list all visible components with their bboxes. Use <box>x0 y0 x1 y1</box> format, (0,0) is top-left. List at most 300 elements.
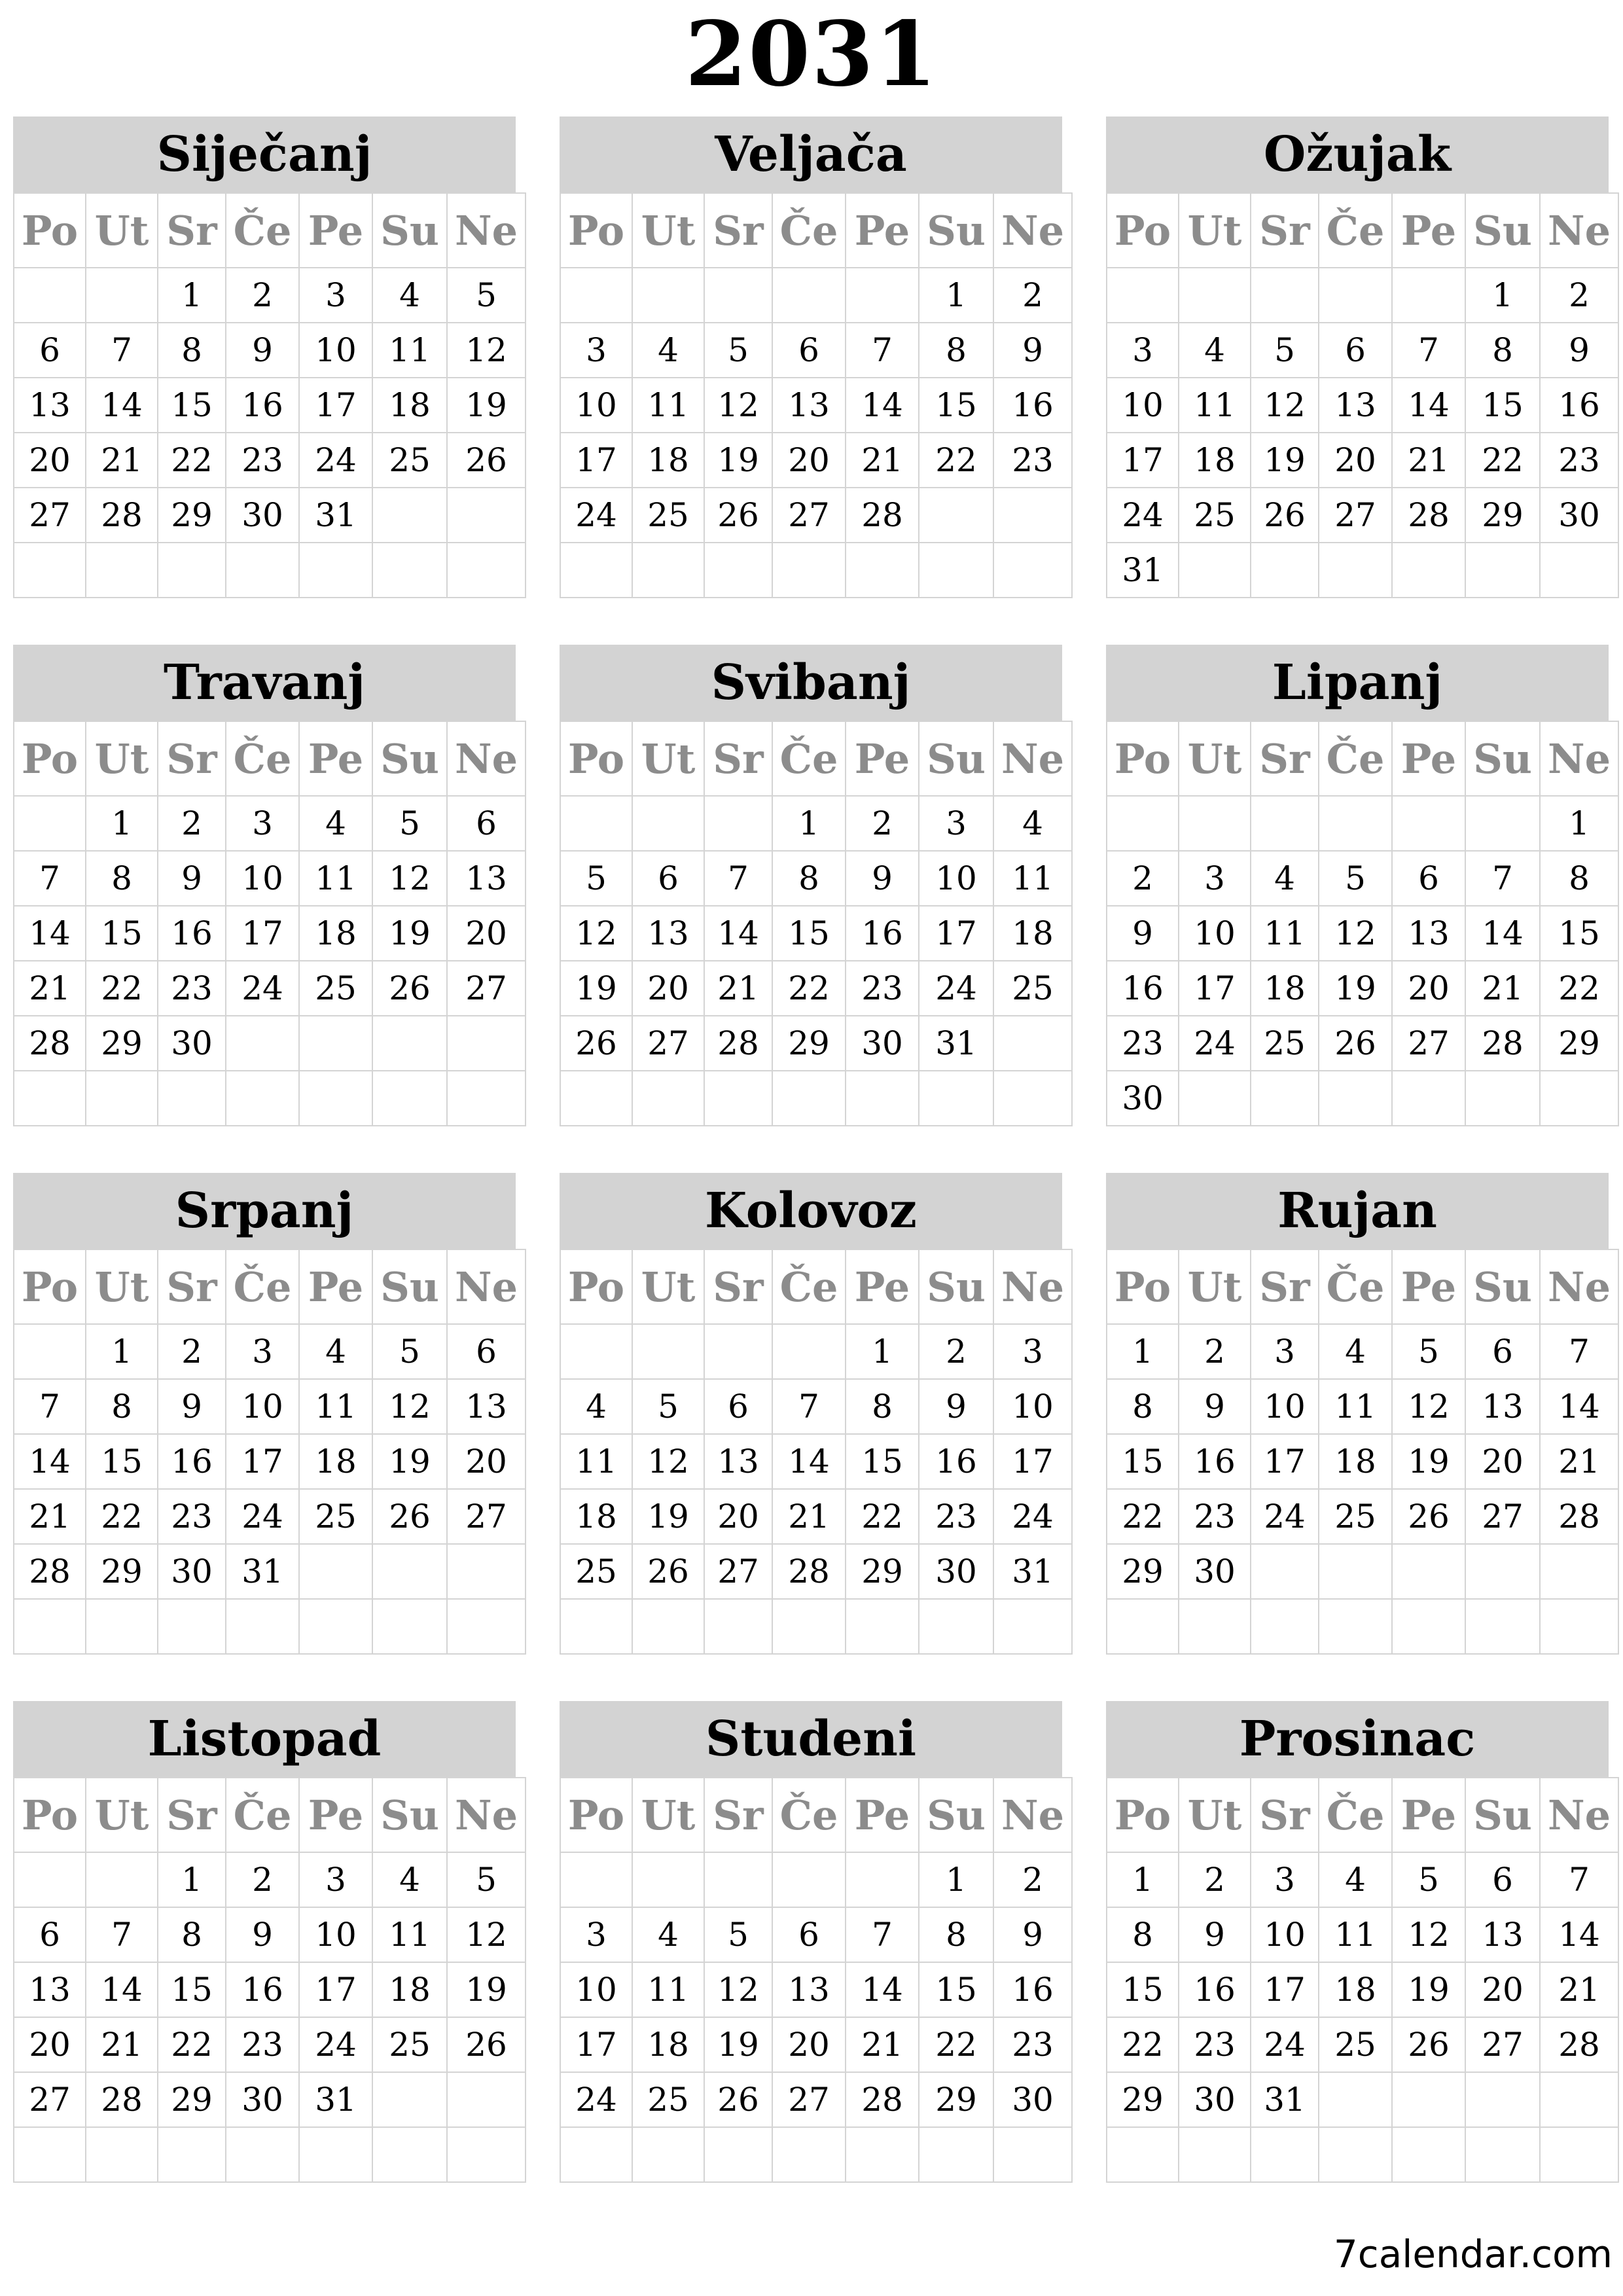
day-cell <box>632 1324 704 1379</box>
month-title: Lipanj <box>1106 645 1609 721</box>
day-cell: 20 <box>632 961 704 1016</box>
day-cell: 28 <box>846 488 919 543</box>
weekday-label: Če <box>226 721 299 796</box>
day-cell: 21 <box>1465 961 1540 1016</box>
day-cell: 20 <box>14 2017 86 2072</box>
day-cell: 12 <box>704 1962 772 2017</box>
day-cell <box>772 1071 846 1126</box>
day-cell: 3 <box>993 1324 1072 1379</box>
day-cell: 16 <box>158 1434 226 1489</box>
day-cell <box>704 1852 772 1907</box>
days-table <box>13 721 526 1126</box>
weekday-label: Sr <box>1251 193 1319 268</box>
day-cell: 23 <box>226 433 299 488</box>
day-cell: 17 <box>226 906 299 961</box>
day-cell <box>704 268 772 323</box>
day-cell: 15 <box>919 1962 993 2017</box>
weekday-label: Sr <box>158 721 226 796</box>
day-cell <box>372 2127 447 2182</box>
weekday-label: Če <box>1319 1249 1392 1324</box>
day-cell: 19 <box>1251 433 1319 488</box>
week-row <box>14 906 526 961</box>
week-row <box>560 2017 1072 2072</box>
week-row <box>560 2072 1072 2127</box>
day-cell: 9 <box>1107 906 1179 961</box>
weekday-label: Sr <box>704 193 772 268</box>
day-cell: 30 <box>1107 1071 1179 1126</box>
day-cell: 13 <box>632 906 704 961</box>
weekday-label: Su <box>1465 1249 1540 1324</box>
day-cell <box>1319 796 1392 851</box>
day-cell: 10 <box>299 323 372 378</box>
day-cell: 5 <box>447 268 526 323</box>
day-cell: 15 <box>86 1434 158 1489</box>
day-cell <box>772 1599 846 1654</box>
day-cell: 11 <box>1251 906 1319 961</box>
weekday-label: Ut <box>1179 721 1251 796</box>
day-cell: 4 <box>1251 851 1319 906</box>
day-cell <box>86 543 158 598</box>
day-cell: 22 <box>1465 433 1540 488</box>
weekday-label: Ut <box>632 193 704 268</box>
day-cell <box>1319 543 1392 598</box>
day-cell: 8 <box>86 1379 158 1434</box>
day-cell: 25 <box>632 2072 704 2127</box>
day-cell: 10 <box>226 851 299 906</box>
day-cell: 5 <box>372 1324 447 1379</box>
weekday-label: Pe <box>1392 721 1465 796</box>
weekday-label: Po <box>1107 1249 1179 1324</box>
day-cell: 12 <box>1251 378 1319 433</box>
week-row <box>1107 1907 1618 1962</box>
day-cell: 12 <box>372 1379 447 1434</box>
day-cell: 26 <box>1251 488 1319 543</box>
day-cell: 3 <box>226 1324 299 1379</box>
day-cell <box>86 2127 158 2182</box>
week-row <box>1107 323 1618 378</box>
day-cell <box>1392 268 1465 323</box>
day-cell <box>158 1599 226 1654</box>
day-cell: 19 <box>560 961 632 1016</box>
day-cell: 27 <box>1392 1016 1465 1071</box>
day-cell: 8 <box>846 1379 919 1434</box>
day-cell: 18 <box>632 433 704 488</box>
day-cell: 9 <box>1179 1907 1251 1962</box>
day-cell: 16 <box>846 906 919 961</box>
day-cell: 15 <box>86 906 158 961</box>
month-title: Siječanj <box>13 117 516 192</box>
week-row <box>560 1907 1072 1962</box>
day-cell <box>372 1071 447 1126</box>
day-cell: 16 <box>1179 1434 1251 1489</box>
week-row <box>14 1434 526 1489</box>
day-cell: 3 <box>1107 323 1179 378</box>
day-cell: 25 <box>372 2017 447 2072</box>
day-cell <box>1392 543 1465 598</box>
week-row <box>14 1324 526 1379</box>
day-cell: 4 <box>372 1852 447 1907</box>
day-cell: 26 <box>372 1489 447 1544</box>
month-title: Rujan <box>1106 1173 1609 1249</box>
day-cell: 12 <box>1392 1907 1465 1962</box>
day-cell <box>1392 1599 1465 1654</box>
day-cell: 28 <box>1540 1489 1618 1544</box>
day-cell: 4 <box>1319 1852 1392 1907</box>
week-row <box>1107 433 1618 488</box>
day-cell <box>1465 2127 1540 2182</box>
weekday-label: Sr <box>1251 1249 1319 1324</box>
day-cell: 4 <box>1319 1324 1392 1379</box>
day-cell: 14 <box>1465 906 1540 961</box>
day-cell: 16 <box>993 378 1072 433</box>
day-cell <box>14 1852 86 1907</box>
weekday-label: Pe <box>299 1778 372 1852</box>
day-cell: 16 <box>226 378 299 433</box>
days-table <box>1106 721 1619 1126</box>
day-cell: 15 <box>158 378 226 433</box>
month-block <box>560 645 1065 1126</box>
day-cell: 2 <box>993 1852 1072 1907</box>
month-title: Veljača <box>560 117 1062 192</box>
day-cell: 28 <box>14 1016 86 1071</box>
day-cell: 11 <box>1319 1379 1392 1434</box>
weekday-label: Ne <box>447 1249 526 1324</box>
day-cell: 20 <box>1465 1434 1540 1489</box>
day-cell <box>1179 1599 1251 1654</box>
weekday-label: Ne <box>993 721 1072 796</box>
weekday-label: Če <box>226 193 299 268</box>
day-cell: 4 <box>299 796 372 851</box>
day-cell: 5 <box>632 1379 704 1434</box>
day-cell: 15 <box>919 378 993 433</box>
day-cell <box>632 268 704 323</box>
weekday-label: Ut <box>1179 1778 1251 1852</box>
day-cell: 2 <box>1107 851 1179 906</box>
week-row <box>1107 2127 1618 2182</box>
day-cell: 26 <box>704 488 772 543</box>
day-cell: 21 <box>86 2017 158 2072</box>
day-cell: 22 <box>772 961 846 1016</box>
day-cell: 2 <box>158 796 226 851</box>
day-cell <box>772 268 846 323</box>
week-row <box>1107 1016 1618 1071</box>
week-row <box>1107 2072 1618 2127</box>
day-cell: 13 <box>447 851 526 906</box>
day-cell: 9 <box>1179 1379 1251 1434</box>
weekday-label: Po <box>14 1778 86 1852</box>
day-cell: 23 <box>226 2017 299 2072</box>
week-row <box>1107 1962 1618 2017</box>
weekday-label: Su <box>919 1778 993 1852</box>
day-cell: 10 <box>993 1379 1072 1434</box>
day-cell: 20 <box>1392 961 1465 1016</box>
weekday-label: Če <box>226 1249 299 1324</box>
day-cell <box>560 796 632 851</box>
day-cell: 27 <box>14 2072 86 2127</box>
day-cell <box>1251 1599 1319 1654</box>
weekday-label: Ut <box>86 1778 158 1852</box>
week-row <box>14 1599 526 1654</box>
weekday-label: Po <box>560 1249 632 1324</box>
day-cell: 18 <box>299 906 372 961</box>
day-cell <box>1251 2127 1319 2182</box>
day-cell <box>14 268 86 323</box>
weekday-label: Po <box>560 1778 632 1852</box>
day-cell: 4 <box>560 1379 632 1434</box>
day-cell <box>372 488 447 543</box>
day-cell: 19 <box>447 378 526 433</box>
day-cell <box>1251 543 1319 598</box>
day-cell <box>447 1071 526 1126</box>
weekday-label: Pe <box>1392 1778 1465 1852</box>
day-cell: 13 <box>1465 1907 1540 1962</box>
day-cell: 6 <box>14 1907 86 1962</box>
day-cell: 20 <box>14 433 86 488</box>
day-cell <box>560 2127 632 2182</box>
day-cell: 17 <box>1251 1434 1319 1489</box>
day-cell: 30 <box>226 488 299 543</box>
day-cell: 10 <box>1107 378 1179 433</box>
day-cell: 24 <box>560 488 632 543</box>
day-cell <box>1107 268 1179 323</box>
day-cell: 26 <box>1319 1016 1392 1071</box>
weekday-label: Pe <box>1392 1249 1465 1324</box>
day-cell: 28 <box>1392 488 1465 543</box>
day-cell: 13 <box>772 1962 846 2017</box>
day-cell: 8 <box>1107 1907 1179 1962</box>
week-row <box>560 488 1072 543</box>
day-cell: 11 <box>560 1434 632 1489</box>
day-cell <box>226 2127 299 2182</box>
day-cell: 3 <box>1251 1324 1319 1379</box>
day-cell: 21 <box>14 961 86 1016</box>
weekday-label: Ne <box>1540 1778 1618 1852</box>
day-cell: 27 <box>632 1016 704 1071</box>
week-row <box>1107 1324 1618 1379</box>
week-row <box>14 323 526 378</box>
day-cell: 2 <box>846 796 919 851</box>
weekday-label: Su <box>919 193 993 268</box>
weekday-label: Ne <box>1540 1249 1618 1324</box>
day-cell: 9 <box>993 1907 1072 1962</box>
day-cell: 13 <box>1319 378 1392 433</box>
weekday-label: Če <box>772 1778 846 1852</box>
weekday-label: Sr <box>1251 1778 1319 1852</box>
day-cell: 3 <box>1251 1852 1319 1907</box>
week-row <box>560 378 1072 433</box>
day-cell: 9 <box>1540 323 1618 378</box>
day-cell <box>632 2127 704 2182</box>
day-cell <box>1179 796 1251 851</box>
week-row <box>1107 1434 1618 1489</box>
day-cell <box>1107 1599 1179 1654</box>
site-credit: 7calendar.com <box>1333 2232 1613 2276</box>
day-cell: 19 <box>1392 1962 1465 2017</box>
day-cell <box>993 1599 1072 1654</box>
day-cell: 29 <box>1465 488 1540 543</box>
day-cell: 27 <box>14 488 86 543</box>
day-cell: 21 <box>772 1489 846 1544</box>
day-cell: 23 <box>1179 2017 1251 2072</box>
day-cell: 17 <box>1107 433 1179 488</box>
day-cell <box>86 1852 158 1907</box>
day-cell: 17 <box>919 906 993 961</box>
weekday-label: Če <box>1319 1778 1392 1852</box>
day-cell: 26 <box>447 2017 526 2072</box>
week-row <box>14 1071 526 1126</box>
day-cell: 25 <box>632 488 704 543</box>
day-cell: 29 <box>1107 2072 1179 2127</box>
day-cell: 2 <box>226 268 299 323</box>
day-cell: 28 <box>846 2072 919 2127</box>
day-cell: 30 <box>226 2072 299 2127</box>
week-row <box>560 1324 1072 1379</box>
day-cell: 28 <box>1465 1016 1540 1071</box>
day-cell: 17 <box>993 1434 1072 1489</box>
weekday-label: Pe <box>846 721 919 796</box>
day-cell: 29 <box>919 2072 993 2127</box>
day-cell: 5 <box>1392 1324 1465 1379</box>
weekday-label: Ut <box>1179 1249 1251 1324</box>
day-cell: 11 <box>299 1379 372 1434</box>
days-table <box>1106 1249 1619 1655</box>
weekday-label: Sr <box>1251 721 1319 796</box>
day-cell: 5 <box>560 851 632 906</box>
day-cell: 28 <box>14 1544 86 1599</box>
day-cell <box>299 1599 372 1654</box>
day-cell: 21 <box>1392 433 1465 488</box>
day-cell: 22 <box>1107 2017 1179 2072</box>
day-cell: 18 <box>1179 433 1251 488</box>
day-cell: 15 <box>772 906 846 961</box>
weekday-label: Po <box>560 721 632 796</box>
day-cell: 7 <box>1465 851 1540 906</box>
day-cell: 14 <box>86 378 158 433</box>
week-row <box>1107 796 1618 851</box>
day-cell: 8 <box>919 323 993 378</box>
day-cell: 6 <box>772 323 846 378</box>
month-block <box>13 117 516 598</box>
week-row <box>1107 378 1618 433</box>
day-cell <box>1392 2072 1465 2127</box>
weekday-row <box>1107 1778 1618 1852</box>
week-row <box>14 1962 526 2017</box>
week-row <box>14 851 526 906</box>
day-cell <box>560 1324 632 1379</box>
day-cell: 27 <box>772 488 846 543</box>
day-cell <box>560 1071 632 1126</box>
week-row <box>1107 1544 1618 1599</box>
day-cell: 16 <box>1540 378 1618 433</box>
year-title: 2031 <box>685 2 938 107</box>
day-cell: 1 <box>919 268 993 323</box>
day-cell <box>1465 543 1540 598</box>
day-cell: 24 <box>919 961 993 1016</box>
week-row <box>560 2127 1072 2182</box>
day-cell: 29 <box>86 1544 158 1599</box>
day-cell: 31 <box>993 1544 1072 1599</box>
day-cell <box>993 488 1072 543</box>
day-cell <box>1179 268 1251 323</box>
day-cell: 9 <box>226 323 299 378</box>
day-cell: 15 <box>1465 378 1540 433</box>
day-cell: 2 <box>158 1324 226 1379</box>
day-cell <box>1319 2072 1392 2127</box>
day-cell: 1 <box>1540 796 1618 851</box>
day-cell <box>372 543 447 598</box>
day-cell: 8 <box>1465 323 1540 378</box>
week-row <box>14 1489 526 1544</box>
day-cell: 10 <box>560 1962 632 2017</box>
day-cell: 22 <box>86 961 158 1016</box>
day-cell <box>14 1599 86 1654</box>
day-cell <box>1540 543 1618 598</box>
day-cell: 10 <box>1251 1379 1319 1434</box>
day-cell: 30 <box>158 1544 226 1599</box>
week-row <box>14 1379 526 1434</box>
day-cell: 4 <box>372 268 447 323</box>
week-row <box>560 433 1072 488</box>
day-cell: 23 <box>1540 433 1618 488</box>
day-cell: 27 <box>1319 488 1392 543</box>
day-cell <box>1319 268 1392 323</box>
day-cell <box>1319 1599 1392 1654</box>
weekday-row <box>560 193 1072 268</box>
day-cell <box>704 1071 772 1126</box>
day-cell: 15 <box>1107 1434 1179 1489</box>
day-cell: 12 <box>1319 906 1392 961</box>
day-cell: 18 <box>372 1962 447 2017</box>
day-cell: 13 <box>1392 906 1465 961</box>
day-cell: 29 <box>86 1016 158 1071</box>
day-cell: 25 <box>993 961 1072 1016</box>
month-block <box>13 1173 516 1655</box>
day-cell <box>86 1071 158 1126</box>
day-cell: 9 <box>226 1907 299 1962</box>
day-cell: 1 <box>158 1852 226 1907</box>
day-cell: 17 <box>1251 1962 1319 2017</box>
day-cell <box>158 543 226 598</box>
day-cell: 4 <box>299 1324 372 1379</box>
week-row <box>14 488 526 543</box>
day-cell <box>447 488 526 543</box>
day-cell: 25 <box>299 961 372 1016</box>
week-row <box>1107 961 1618 1016</box>
day-cell: 10 <box>1251 1907 1319 1962</box>
weekday-label: Ut <box>86 1249 158 1324</box>
weekday-label: Če <box>772 193 846 268</box>
day-cell <box>1540 1071 1618 1126</box>
day-cell: 31 <box>226 1544 299 1599</box>
days-table <box>1106 192 1619 598</box>
days-table <box>560 192 1073 598</box>
day-cell: 5 <box>447 1852 526 1907</box>
day-cell <box>1540 2127 1618 2182</box>
month-block <box>1106 117 1609 598</box>
day-cell: 15 <box>158 1962 226 2017</box>
day-cell: 28 <box>704 1016 772 1071</box>
day-cell: 6 <box>14 323 86 378</box>
day-cell: 6 <box>447 796 526 851</box>
month-block <box>13 1701 516 2183</box>
day-cell <box>993 1071 1072 1126</box>
week-row <box>560 796 1072 851</box>
day-cell: 25 <box>1319 2017 1392 2072</box>
day-cell <box>1179 1071 1251 1126</box>
day-cell: 27 <box>1465 1489 1540 1544</box>
day-cell: 23 <box>919 1489 993 1544</box>
day-cell <box>372 1599 447 1654</box>
